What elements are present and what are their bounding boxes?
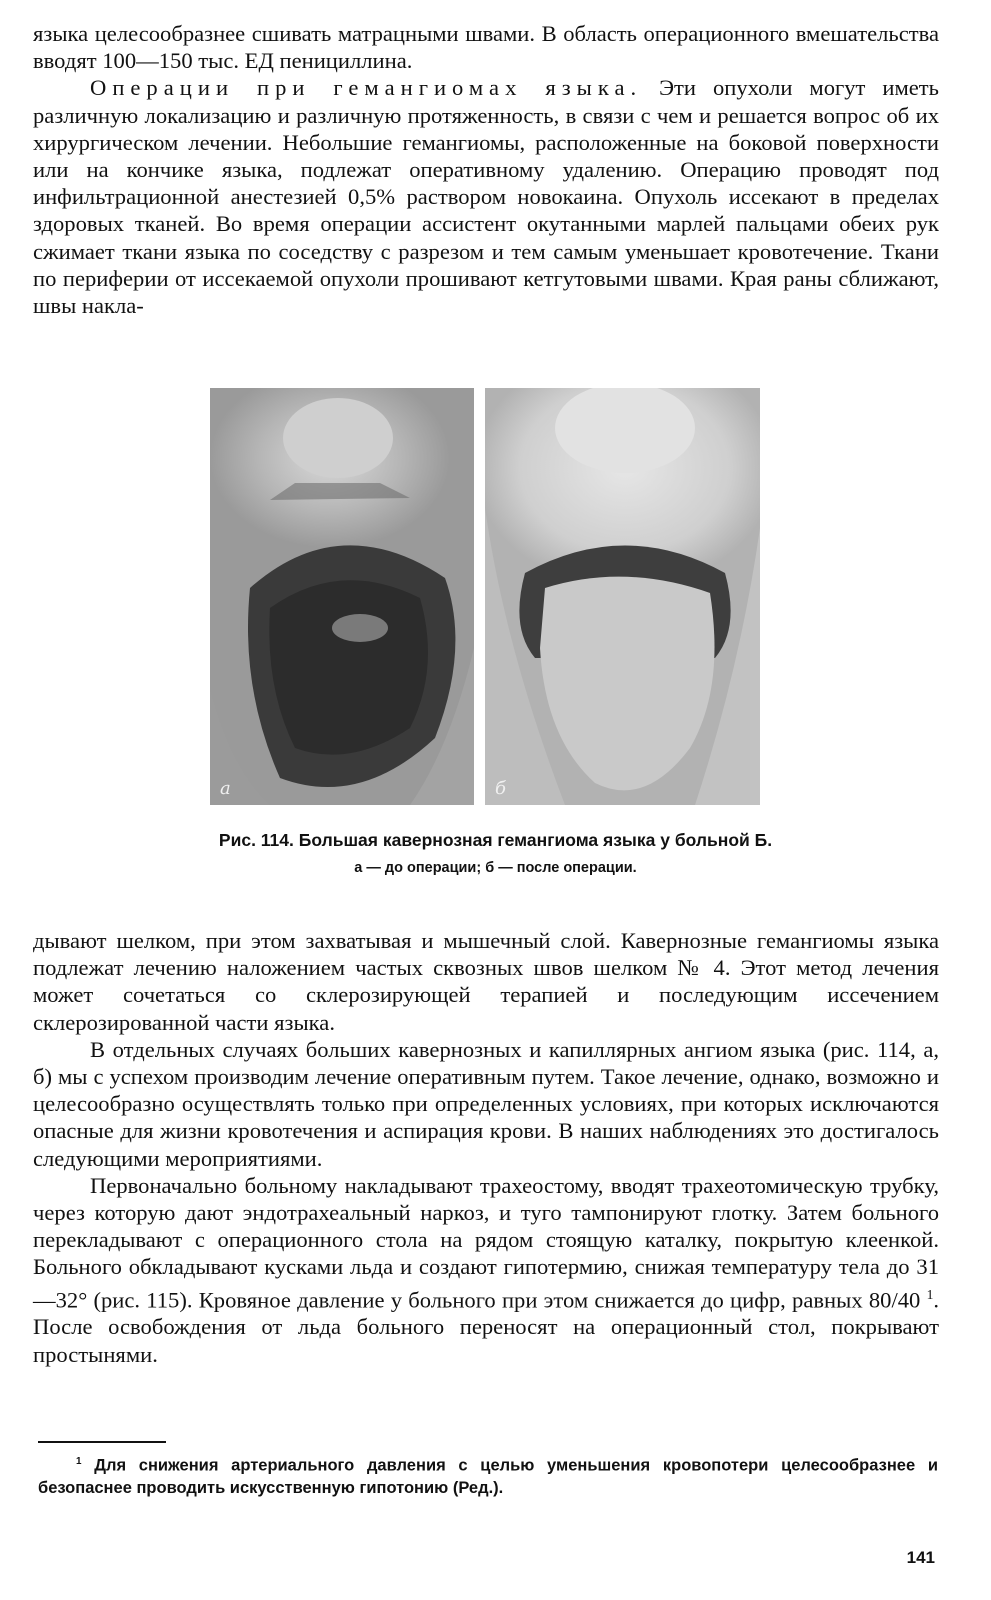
panel-letter-b: б [495, 778, 506, 799]
section-heading: Операции при гемангиомах языка. [90, 75, 643, 101]
paragraph: В отдельных случаях больших кавернозных и капиллярных ангиом языка (рис. 114, а, б) мы с успехом производим лечение оперативным путем. Такое лечение, однако, возможно и целесообразно осуществлять только при определенных условиях, при которых исключаются опасные для жизни кровотечения и аспирация крови. В наших наблюдениях это достигалось следующими мероприятиями. [33, 1036, 939, 1171]
text-block-bottom [33, 927, 939, 1368]
paragraph-part: . После освобождения от льда больного переносят на операционный стол, покрывают простынями. [33, 1287, 939, 1367]
footnote-text: Для снижения артериального давления с целью уменьшения кровопотери целесообразнее и безопаснее проводить искусственную гипотонию (Ред.). [38, 1456, 938, 1497]
tongue-before-illustration [210, 388, 474, 805]
paragraph [33, 1172, 939, 1368]
footnote-reference: 1 [926, 1286, 934, 1302]
caption-subtitle: а — до операции; б — после операции. [354, 860, 637, 876]
photo-before-surgery [210, 388, 474, 805]
paragraph-part: Первоначально больному накладывают трахеостому, вводят трахеотомическую трубку, через которую дают эндотрахеальный наркоз, и туго тампонируют глотку. Затем больного перекладывают с операционного стола на рядом стоящую каталку, покрытую клеенкой. Больного обкладывают кусками льда и создают гипотермию, снижая температуру тела до 31—32° (рис. 115). Кровяное давление у больного при этом снижается до цифр, равных 80/40 [33, 1172, 939, 1313]
paragraph: языка целесообразнее сшивать матрацными швами. В область операционного вмешательства вводят 100—150 тыс. ЕД пенициллина. [33, 21, 939, 74]
paragraph-body: Эти опухоли могут иметь различную локализацию и различную протяженность, в связи с чем и решается вопрос об их хирургическом лечении. Небольшие гемангиомы, расположенные на боковой поверхности или на кончике языка, подлежат оперативному удалению. Операцию проводят под инфильтрационной анестезией 0,5% раствором новокаина. Опухоль иссекают в пределах здоровых тканей. Во время операции ассистент окутанными марлей пальцами обеих рук сжимает ткани языка по соседству с разрезом и тем самым уменьшает кровотечение. Ткани по периферии от иссекаемой опухоли прошивают кетгутовыми швами. Края раны сближают, швы накла- [33, 75, 939, 319]
footnote-divider [38, 1441, 166, 1443]
figure-114 [210, 388, 760, 805]
tongue-after-illustration [485, 388, 760, 805]
paragraph: дывают шелком, при этом захватывая и мышечный слой. Кавернозные гемангиомы языка подлежат лечению наложением частых сквозных швов шелком № 4. Этот метод лечения может сочетаться со склерозирующей терапией и последующим иссечением склерозированной части языка. [33, 928, 939, 1035]
caption-title: Рис. 114. Большая кавернозная гемангиома языка у больной Б. [218, 830, 773, 850]
paragraph [33, 74, 939, 319]
footnote-mark: 1 [76, 1456, 82, 1467]
figure-caption [0, 830, 991, 879]
photo-after-surgery [485, 388, 760, 805]
panel-letter-a: а [220, 778, 231, 799]
page-number: 141 [906, 1548, 935, 1567]
footnote [38, 1451, 938, 1499]
text-block-top [33, 20, 939, 319]
